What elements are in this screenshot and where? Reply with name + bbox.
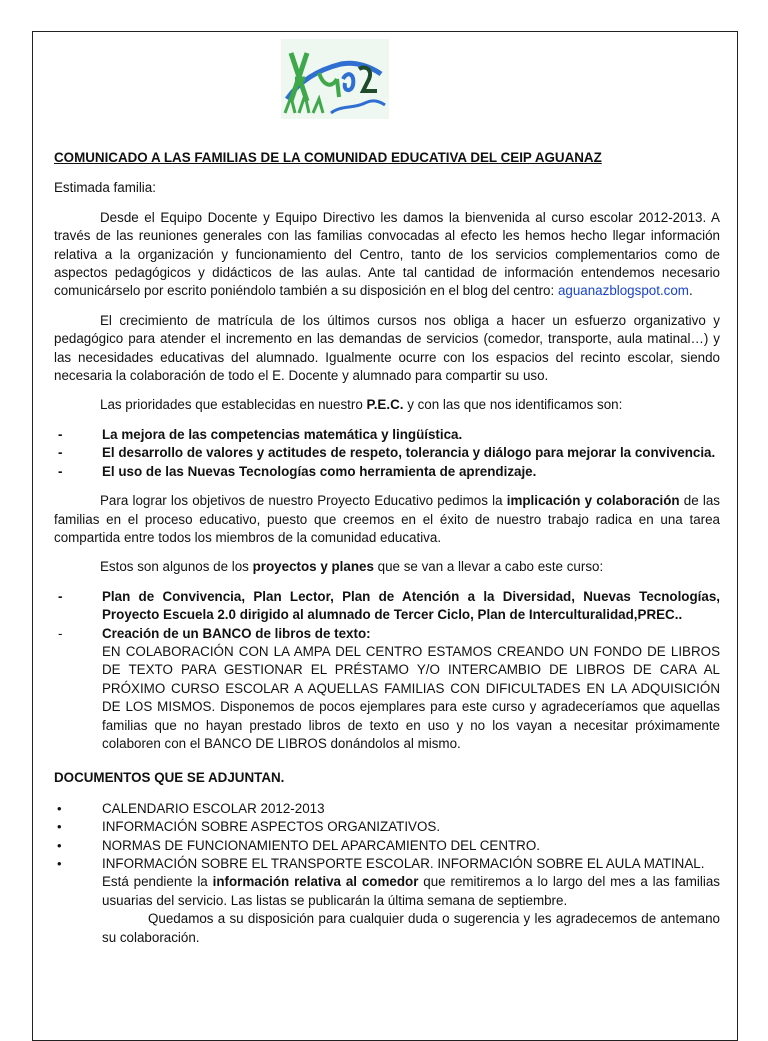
book-bank-item: - Creación de un BANCO de libros de texto: EN COLABORACIÓN CON LA AMPA DEL CENTRO ESTAMOS CREANDO UN FONDO DE LIBROS DE TEXTO PARA GESTIONAR EL PRÉSTAMO Y/O INTERCAMBIO DE LIBROS DE CARA AL PRÓXIMO CURSO ESCOLAR A AQUELLAS FAMILIAS CON DIFICULTADES EN LA ADQUISICIÓN DE LOS MISMOS. Disponemos de pocos ejemplares para este curso y agradeceríamos que aquellas familias que no hayan prestado libros de texto en uso y no los vayan a necesitar próximamente colaboren con el BANCO DE LIBROS donándolos al mismo. [54, 625, 720, 754]
attached-documents-title: DOCUMENTOS QUE SE ADJUNTAN. [54, 770, 285, 786]
attached-documents-list [54, 800, 720, 874]
priorities-list [54, 426, 720, 481]
letter-content [54, 149, 720, 947]
paragraph-priorities-intro: Las prioridades que establecidas en nuestro P.E.C. y con las que nos identificamos son: [100, 397, 623, 413]
plan-item: - Plan de Convivencia, Plan Lector, Plan de Atención a la Diversidad, Nuevas Tecnologías, Proyecto Escuela 2.0 dirigido al alumnado de Tercer Ciclo, Plan de Interculturalidad,PREC.. [54, 588, 720, 625]
document-item: • NORMAS DE FUNCIONAMIENTO DEL APARCAMIENTO DEL CENTRO. [54, 837, 720, 855]
priority-item: - El desarrollo de valores y actitudes de respeto, tolerancia y diálogo para mejorar la convivencia. [54, 444, 720, 462]
document-item: • CALENDARIO ESCOLAR 2012-2013 [54, 800, 720, 818]
school-logo [281, 39, 389, 119]
priority-item: - El uso de las Nuevas Tecnologías como herramienta de aprendizaje. [54, 463, 720, 481]
paragraph-growth: El crecimiento de matrícula de los últimos cursos nos obliga a hacer un esfuerzo organizativo y pedagógico para atender el incremento en las demandas de servicios (comedor, transporte, aula matinal…) y las necesidades educativas del alumnado. Igualmente ocurre con los espacios del recinto escolar, siendo necesaria la colaboración de todo el E. Docente y alumnado para compartir su uso. [54, 312, 720, 384]
blog-link[interactable]: aguanazblogspot.com [557, 283, 689, 299]
paragraph-welcome: Desde el Equipo Docente y Equipo Directivo les damos la bienvenida al curso escolar 2012-2013. A través de las reuniones generales con las familias convocadas al efecto les hemos hecho llegar información relativa a la organización y funcionamiento del Centro, tanto de los servicios complementarios como de aspectos pedagógicos y didácticos de las aulas. Ante tal cantidad de información entendemos necesario comunicárselo por escrito poniéndolo también a su disposición en el blog del centro: aguanazblogspot.com. [54, 209, 720, 299]
paragraph-collaboration: Para lograr los objetivos de nuestro Proyecto Educativo pedimos la implicación y colaboración de las familias en el proceso educativo, puesto que creemos en el éxito de nuestro trabajo radica en una tarea compartida entre todos los miembros de la comunidad educativa. [54, 493, 721, 545]
pending-note: Está pendiente la información relativa al comedor que remitiremos a lo largo del mes a las familias usuarias del servicio. Las listas se publicarán la última semana de septiembre. [102, 874, 720, 908]
document-item: • INFORMACIÓN SOBRE ASPECTOS ORGANIZATIVOS. [54, 818, 720, 836]
closing-paragraph: Quedamos a su disposición para cualquier duda o sugerencia y les agradecemos de antemano su colaboración. [102, 911, 720, 945]
plans-list [54, 588, 720, 754]
paragraph-projects-intro: Estos son algunos de los proyectos y planes que se van a llevar a cabo este curso: [100, 559, 604, 575]
document-page [32, 31, 738, 1041]
priority-item: - La mejora de las competencias matemática y lingüística. [54, 426, 720, 444]
letter-title: COMUNICADO A LAS FAMILIAS DE LA COMUNIDAD EDUCATIVA DEL CEIP AGUANAZ [54, 150, 602, 165]
greeting: Estimada familia: [54, 180, 156, 196]
document-item: • INFORMACIÓN SOBRE EL TRANSPORTE ESCOLAR. INFORMACIÓN SOBRE EL AULA MATINAL. [54, 855, 720, 873]
